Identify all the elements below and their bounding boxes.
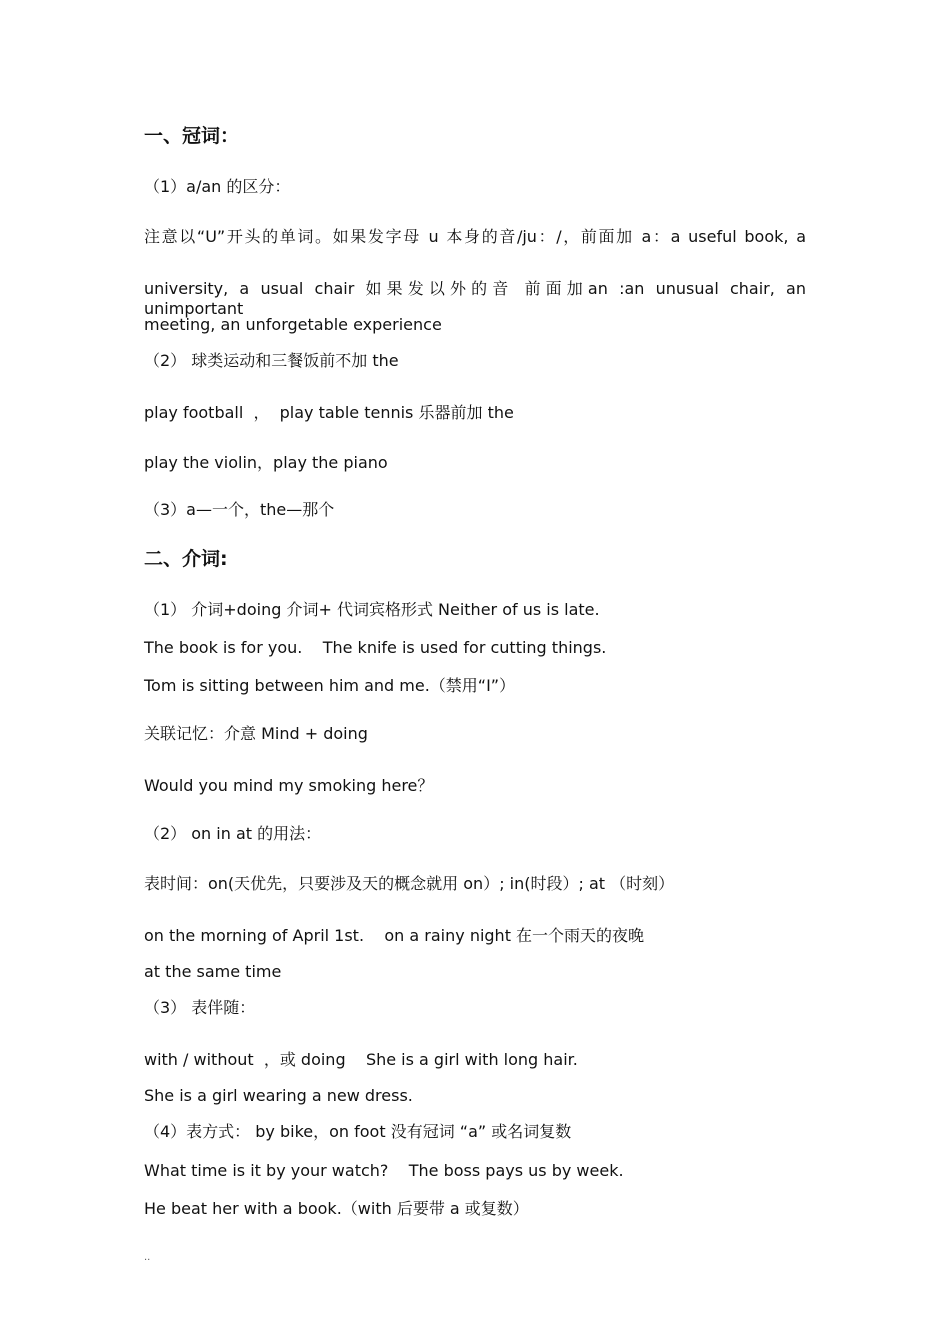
- subheading-ball-games: （2） 球类运动和三餐饭前不加 the: [144, 351, 399, 370]
- subheading-manner: （4）表方式： by bike，on foot 没有冠词 “a” 或名词复数: [144, 1122, 572, 1141]
- example-line: She is a girl wearing a new dress.: [144, 1086, 413, 1105]
- example-line: He beat her with a book.（with 后要带 a 或复数）: [144, 1199, 529, 1218]
- subheading-on-in-at: （2） on in at 的用法：: [144, 824, 322, 843]
- subheading-a-an: （1）a/an 的区分：: [144, 177, 291, 196]
- section-heading-articles: 一、冠词：: [144, 125, 240, 147]
- example-line: The book is for you. The knife is used for cutting things.: [144, 638, 607, 657]
- rule-line: 表时间：on(天优先，只要涉及天的概念就用 on）; in(时段）; at （时刻）: [144, 874, 675, 893]
- memory-note: 关联记忆：介意 Mind + doing: [144, 724, 368, 743]
- example-line: play football ， play table tennis 乐器前加 the: [144, 403, 514, 422]
- paragraph-line: 注意以“U”开头的单词。如果发字母 u 本身的音/ju：/，前面加 a：a useful book, a: [144, 227, 806, 246]
- example-line: on the morning of April 1st. on a rainy night 在一个雨天的夜晚: [144, 926, 645, 945]
- example-line: Tom is sitting between him and me.（禁用“I”）: [144, 676, 516, 695]
- example-line: What time is it by your watch? The boss pays us by week.: [144, 1161, 624, 1180]
- subheading-preposition-doing: （1） 介词+doing 介词+ 代词宾格形式 Neither of us is late.: [144, 600, 600, 619]
- example-line: Would you mind my smoking here？: [144, 776, 434, 795]
- paragraph-line: university, a usual chair 如果发以外的音 前面加an :an unusual chair, an unimportant: [144, 279, 806, 318]
- subheading-accompaniment: （3） 表伴随：: [144, 998, 256, 1017]
- subheading-a-the: （3）a—一个，the—那个: [144, 500, 335, 519]
- footer-mark: ..: [144, 1252, 151, 1263]
- paragraph-line: meeting, an unforgetable experience: [144, 315, 442, 334]
- example-line: at the same time: [144, 962, 282, 981]
- section-heading-prepositions: 二、介词:: [144, 548, 228, 570]
- example-line: with / without ，或 doing She is a girl with long hair.: [144, 1050, 578, 1069]
- example-line: play the violin，play the piano: [144, 453, 388, 472]
